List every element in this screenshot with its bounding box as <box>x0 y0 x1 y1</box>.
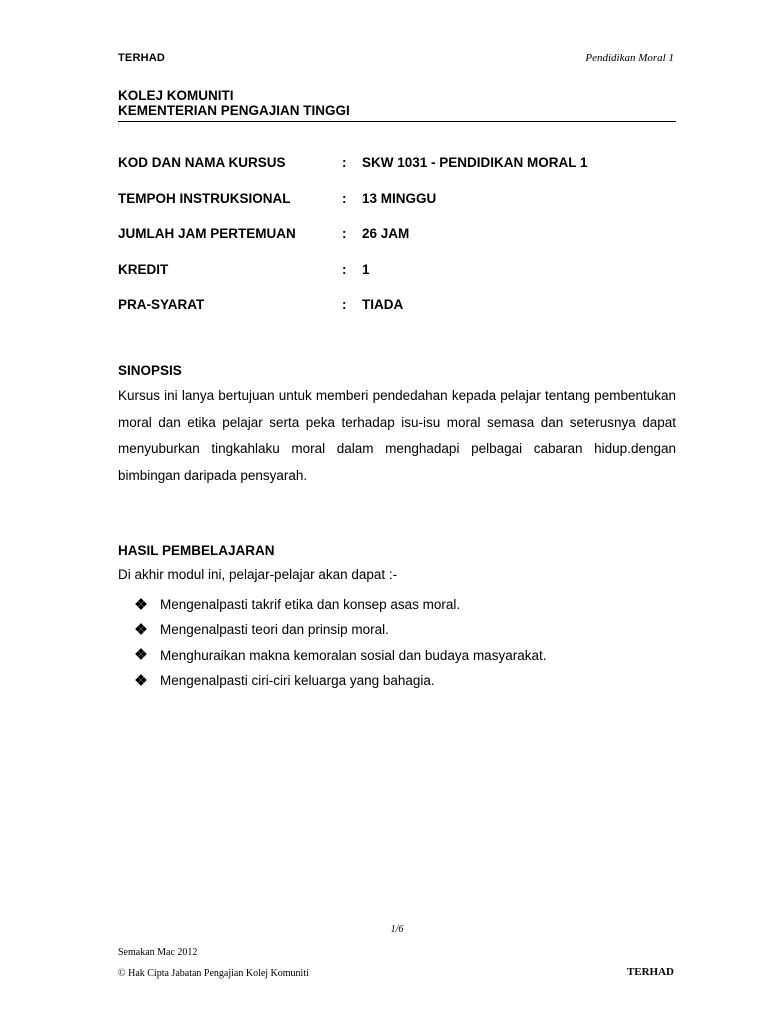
info-label: KREDIT <box>118 261 169 277</box>
diamond-bullet-icon <box>136 624 148 636</box>
list-item <box>136 592 546 617</box>
diamond-bullet-icon <box>136 599 148 611</box>
info-label: PRA-SYARAT <box>118 297 205 312</box>
header-divider <box>118 121 676 122</box>
info-value: 13 MINGGU <box>362 190 437 206</box>
info-value: TIADA <box>362 297 404 312</box>
course-info-row <box>118 262 676 298</box>
header-subject: Pendidikan Moral 1 <box>585 52 674 64</box>
outcome-text: Menghuraikan makna kemoralan sosial dan budaya masyarakat. <box>160 647 547 663</box>
info-label: TEMPOH INSTRUKSIONAL <box>118 190 291 206</box>
info-colon: : <box>342 155 347 170</box>
list-item <box>136 643 546 668</box>
sinopsis-heading: SINOPSIS <box>118 363 182 378</box>
list-item <box>136 668 546 693</box>
copyright-note: © Hak Cipta Jabatan Pengajian Kolej Komuniti <box>118 968 309 979</box>
info-value: 1 <box>362 261 370 277</box>
learning-outcomes-list <box>136 592 546 693</box>
diamond-bullet-icon <box>136 649 148 661</box>
course-info-row <box>118 155 676 191</box>
course-info-row <box>118 226 676 262</box>
info-colon: : <box>342 190 347 206</box>
organization-block <box>118 88 350 118</box>
info-value: SKW 1031 - PENDIDIKAN MORAL 1 <box>362 155 588 170</box>
outcome-text: Mengenalpasti takrif etika dan konsep asas moral. <box>160 597 461 613</box>
revision-note: Semakan Mac 2012 <box>118 947 198 958</box>
diamond-bullet-icon <box>136 675 148 687</box>
ministry-name: KEMENTERIAN PENGAJIAN TINGGI <box>118 103 350 118</box>
info-colon: : <box>342 297 347 312</box>
header-classification: TERHAD <box>118 52 166 64</box>
info-colon: : <box>342 226 347 241</box>
course-info-row <box>118 191 676 227</box>
course-info-row <box>118 297 676 333</box>
info-colon: : <box>342 261 347 277</box>
org-name: KOLEJ KOMUNITI <box>118 88 234 103</box>
page-number: 1/6 <box>390 924 404 935</box>
info-label: KOD DAN NAMA KURSUS <box>118 155 286 170</box>
sinopsis-body: Kursus ini lanya bertujuan untuk memberi pendedahan kepada pelajar tentang pembentukan moral dan etika pelajar serta peka terhadap isu-isu moral semasa dan seterusnya dapat menyuburkan tingkahlaku moral dalam menghadapi pelbagai cabaran hidup.dengan bimbingan daripada pensyarah. <box>118 388 676 483</box>
outcome-text: Mengenalpasti teori dan prinsip moral. <box>160 622 389 638</box>
footer-classification: TERHAD <box>626 966 674 978</box>
course-info-table <box>118 155 676 333</box>
learning-outcomes-intro: Di akhir modul ini, pelajar-pelajar akan dapat :- <box>118 567 398 582</box>
info-value: 26 JAM <box>362 226 410 241</box>
learning-outcomes-heading: HASIL PEMBELAJARAN <box>118 543 275 558</box>
info-label: JUMLAH JAM PERTEMUAN <box>118 226 296 241</box>
outcome-text: Mengenalpasti ciri-ciri keluarga yang bahagia. <box>160 673 435 689</box>
list-item <box>136 617 546 642</box>
